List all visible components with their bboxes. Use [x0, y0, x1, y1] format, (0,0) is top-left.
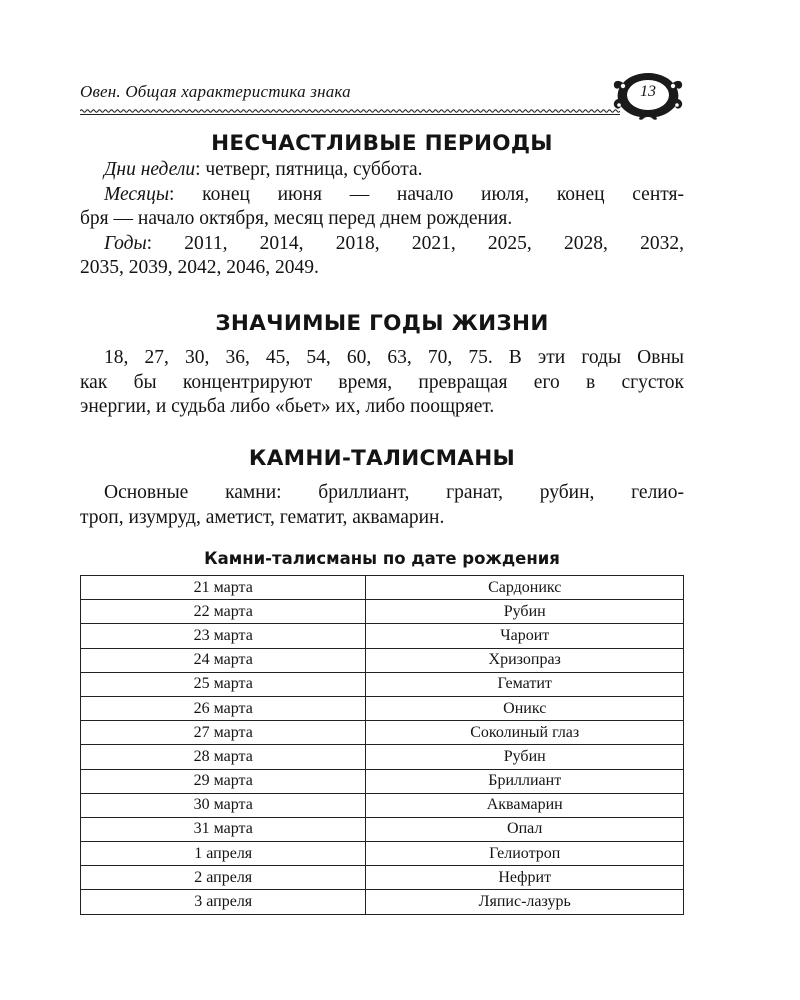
- stone-cell: Оникс: [366, 696, 684, 720]
- birth-date-cell: 23 марта: [81, 624, 366, 648]
- table-row: [81, 696, 684, 720]
- table-row: [81, 866, 684, 890]
- table-row: [81, 817, 684, 841]
- running-header: [80, 70, 684, 120]
- page-number: 13: [640, 83, 656, 100]
- days-text: : четверг, пятница, суббота.: [195, 159, 423, 180]
- table-row: [81, 672, 684, 696]
- birth-date-cell: 25 марта: [81, 672, 366, 696]
- significant-years-text: [80, 346, 684, 420]
- stone-cell: Соколиный глаз: [366, 721, 684, 745]
- birth-date-cell: 30 марта: [81, 793, 366, 817]
- stone-cell: Чароит: [366, 624, 684, 648]
- years-line-1: [80, 232, 684, 257]
- months-text-1: : конец июня — начало июля, конец сентя-: [169, 183, 684, 205]
- birth-date-cell: 26 марта: [81, 696, 366, 720]
- unlucky-periods-text: [80, 158, 684, 281]
- talismans-line-1: Основные камни: бриллиант, гранат, рубин, гелио-: [104, 482, 684, 503]
- stone-cell: Опал: [366, 817, 684, 841]
- stone-cell: Сардоникс: [366, 576, 684, 600]
- table-row: [81, 721, 684, 745]
- birth-date-cell: 31 марта: [81, 817, 366, 841]
- stone-cell: Хризопраз: [366, 648, 684, 672]
- stone-cell: Рубин: [366, 745, 684, 769]
- page-number-ornament: [612, 70, 684, 120]
- talisman-stones-text: [80, 481, 684, 530]
- table-row: [81, 890, 684, 914]
- months-line-1: [80, 183, 684, 208]
- birth-date-cell: 3 апреля: [81, 890, 366, 914]
- stone-cell: Рубин: [366, 600, 684, 624]
- table-caption: Камни-талисманы по дате рождения: [204, 549, 560, 568]
- birth-date-cell: 24 марта: [81, 648, 366, 672]
- birth-date-cell: 29 марта: [81, 769, 366, 793]
- birth-date-cell: 27 марта: [81, 721, 366, 745]
- stone-cell: Гелиотроп: [366, 842, 684, 866]
- running-title: Овен. Общая характеристика знака: [80, 82, 351, 101]
- days-line: [80, 158, 684, 183]
- stone-cell: Аквамарин: [366, 793, 684, 817]
- stone-cell: Ляпис-лазурь: [366, 890, 684, 914]
- table-row: [81, 624, 684, 648]
- stone-cell: Нефрит: [366, 866, 684, 890]
- table-row: [81, 576, 684, 600]
- talisman-table: [80, 575, 684, 915]
- birth-date-cell: 2 апреля: [81, 866, 366, 890]
- wavy-rule: [80, 108, 620, 116]
- table-row: [81, 793, 684, 817]
- significant-line-1: 18, 27, 30, 36, 45, 54, 60, 63, 70, 75. В эти годы Овны: [104, 347, 684, 368]
- birth-date-cell: 22 марта: [81, 600, 366, 624]
- birth-date-cell: 21 марта: [81, 576, 366, 600]
- stone-cell: Бриллиант: [366, 769, 684, 793]
- months-label: Месяцы: [104, 183, 170, 205]
- stone-cell: Гематит: [366, 672, 684, 696]
- significant-line-3: энергии, и судьба либо «бьет» их, либо поощряет.: [80, 396, 495, 417]
- days-label: Дни недели: [104, 159, 196, 180]
- table-row: [81, 648, 684, 672]
- table-row: [81, 745, 684, 769]
- table-row: [81, 600, 684, 624]
- heading-significant-years: ЗНАЧИМЫЕ ГОДЫ ЖИЗНИ: [215, 311, 549, 336]
- heading-unlucky-periods: НЕСЧАСТЛИВЫЕ ПЕРИОДЫ: [211, 131, 553, 156]
- years-label: Годы: [104, 232, 147, 254]
- years-line-2: 2035, 2039, 2042, 2046, 2049.: [80, 257, 319, 278]
- table-row: [81, 769, 684, 793]
- birth-date-cell: 1 апреля: [81, 842, 366, 866]
- birth-date-cell: 28 марта: [81, 745, 366, 769]
- significant-line-2: как бы концентрируют время, превращая его в сгусток: [80, 371, 684, 393]
- talismans-line-2: троп, изумруд, аметист, гематит, аквамарин.: [80, 506, 445, 528]
- heading-talisman-stones: КАМНИ-ТАЛИСМАНЫ: [248, 446, 516, 471]
- months-line-2: бря — начало октября, месяц перед днем рождения.: [80, 208, 513, 229]
- years-text-1: : 2011, 2014, 2018, 2021, 2025, 2028, 2032,: [146, 232, 684, 254]
- table-row: [81, 842, 684, 866]
